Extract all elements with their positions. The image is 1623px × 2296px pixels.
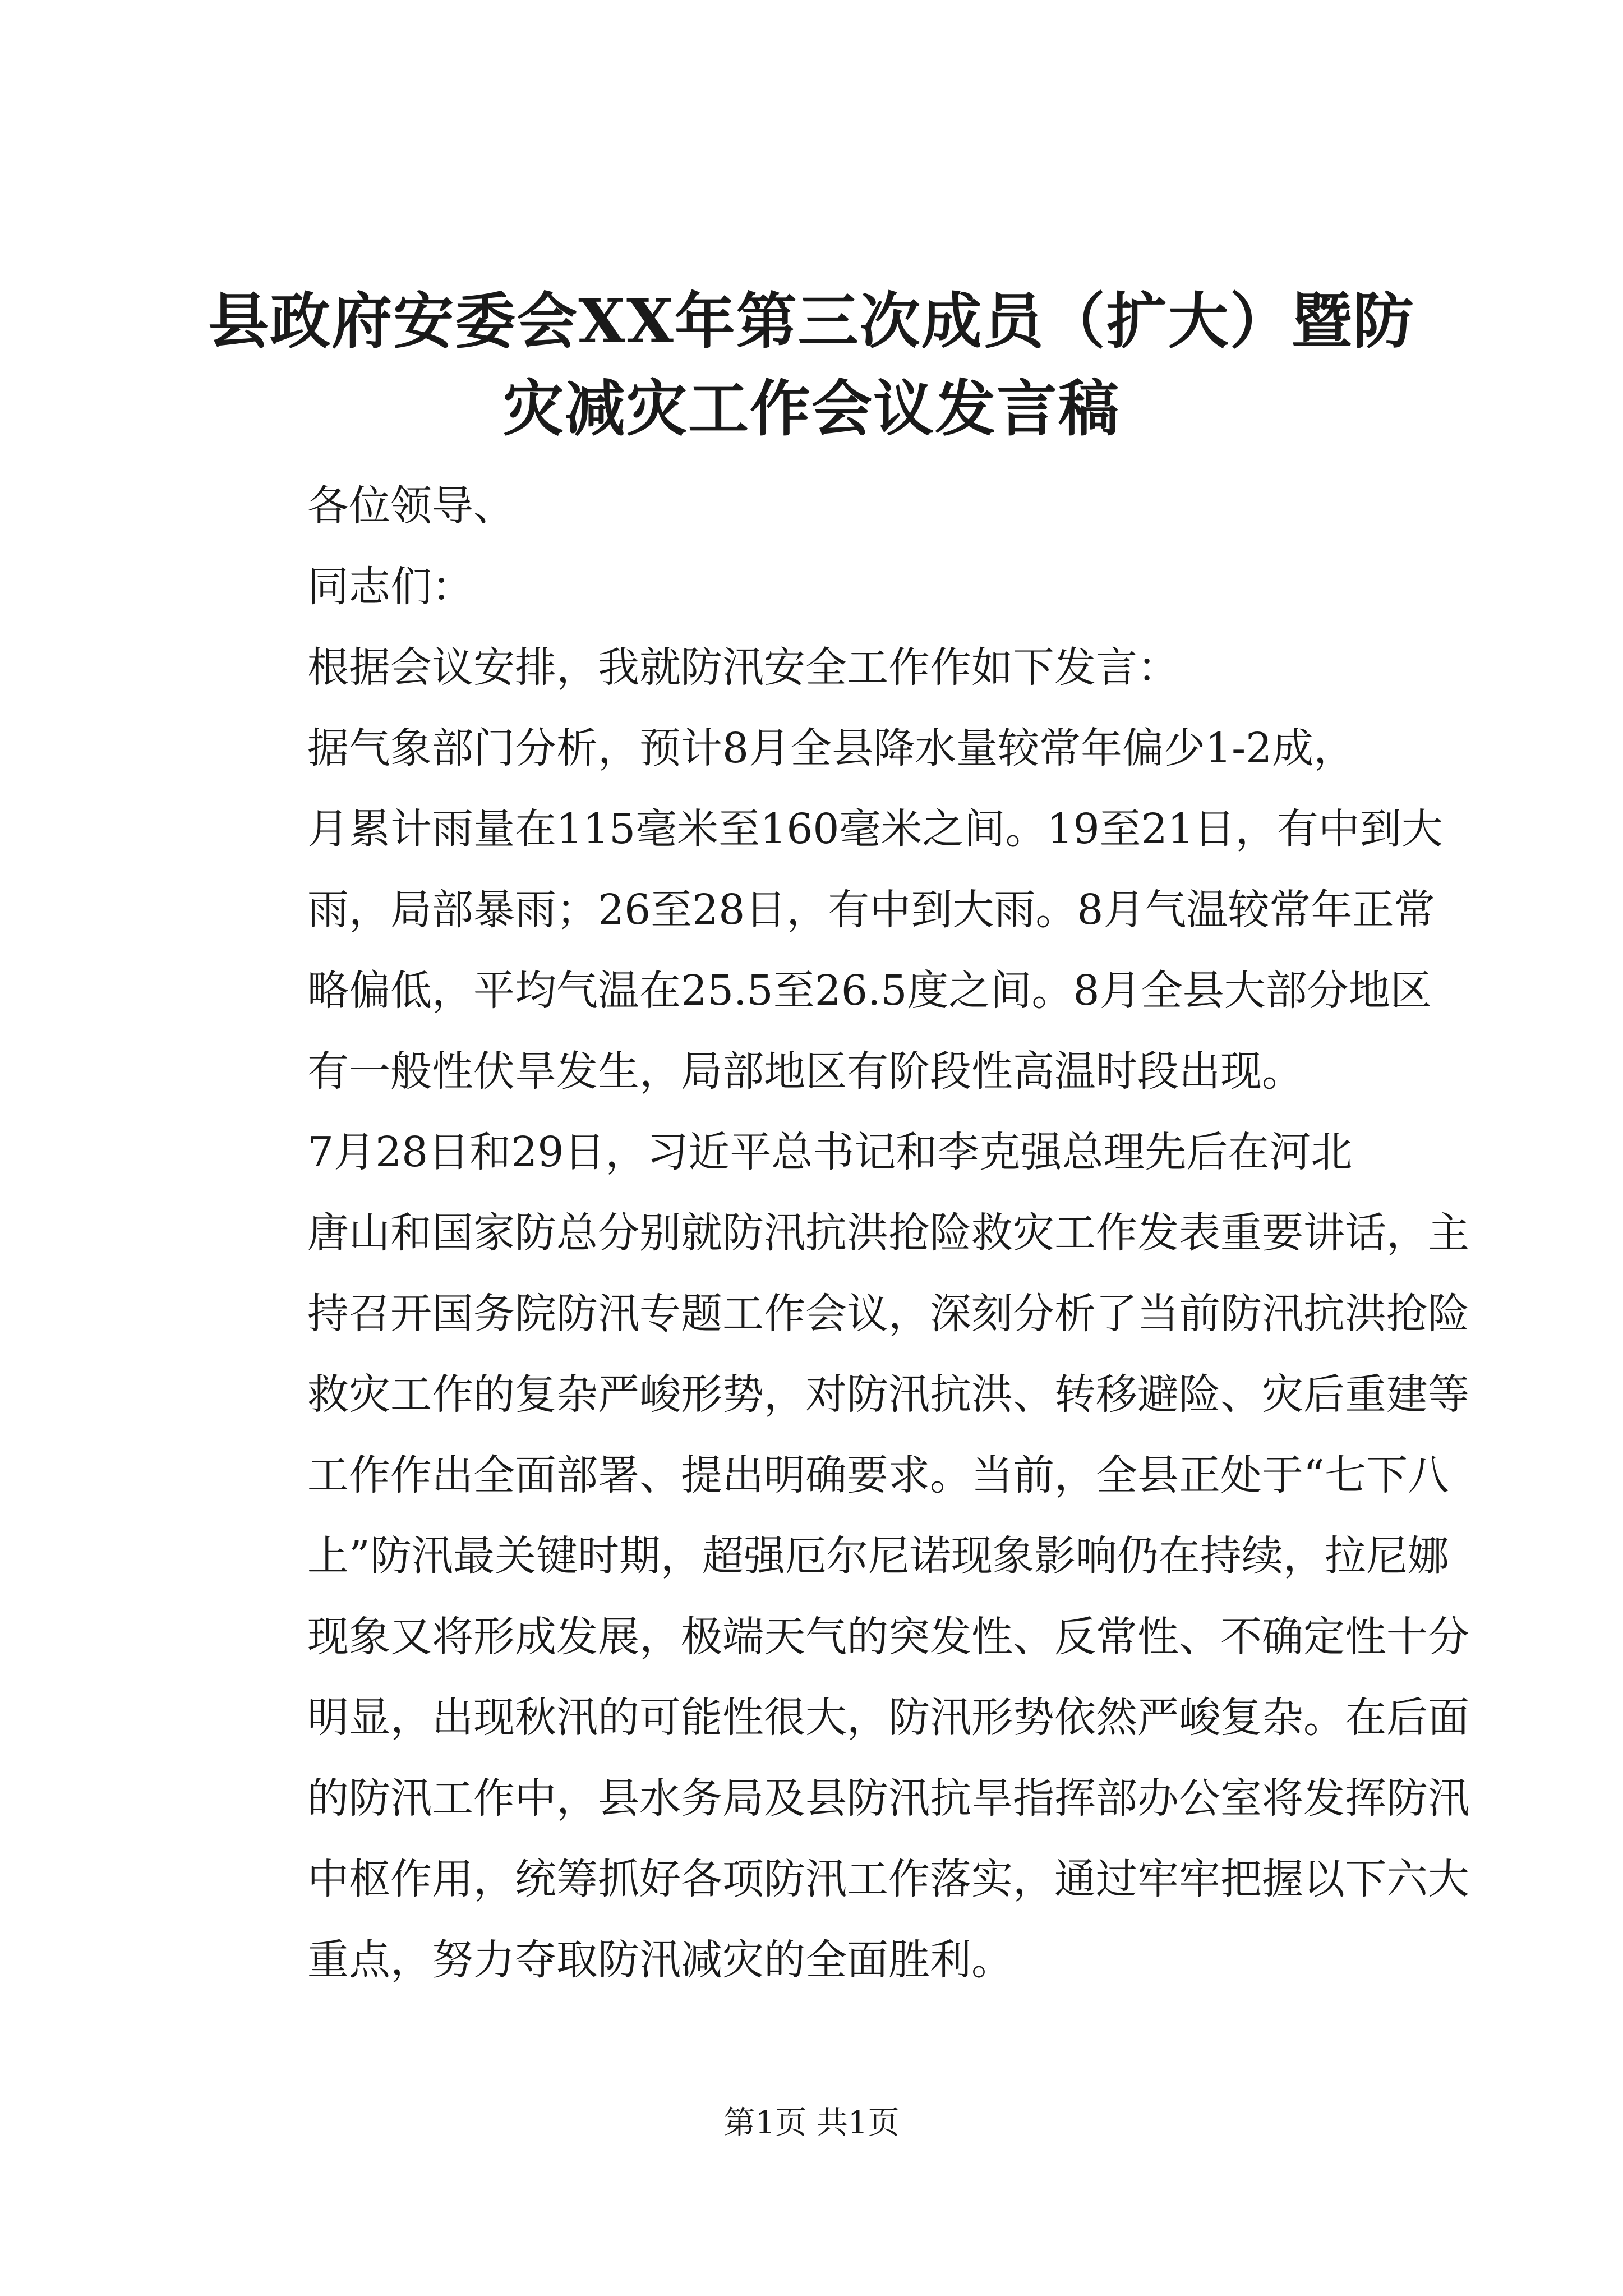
paragraph-line: 根据会议安排，我就防汛安全工作作如下发言： (307, 643, 1179, 692)
paragraph-line: 持召开国务院防汛专题工作会议，深刻分析了当前防汛抗洪抢险 (307, 1290, 1469, 1338)
paragraph-line: 7月28日和29日，习近平总书记和李克强总理先后在河北 (307, 1128, 1353, 1176)
weather-paragraph (224, 708, 1443, 1112)
paragraph-line: 工作作出全面部署、提出明确要求。当前，全县正处于“七下八 (307, 1451, 1449, 1499)
paragraph-line: 的防汛工作中，县水务局及县防汛抗旱指挥部办公室将发挥防汛 (307, 1774, 1469, 1823)
page-footer: 第1页 共1页 (723, 2105, 900, 2141)
paragraph-line: 现象又将形成发展，极端天气的突发性、反常性、不确定性十分 (307, 1613, 1469, 1661)
paragraph-line: 各位领导、 (307, 482, 515, 530)
salutation-leaders (224, 466, 1408, 546)
paragraph-line: 重点，努力夺取防汛减灾的全面胜利。 (307, 1936, 1013, 1984)
document-body (224, 466, 1469, 2000)
title-line: 县政府安委会XX年第三次成员（扩大）暨防 (208, 286, 1415, 357)
paragraph-line: 略偏低，平均气温在25.5至26.5度之间。8月全县大部分地区 (307, 967, 1432, 1015)
paragraph-line: 中枢作用，统筹抓好各项防汛工作落实，通过牢牢把握以下六大 (307, 1855, 1469, 1903)
intro-paragraph (224, 627, 1408, 708)
paragraph-line: 雨，局部暴雨；26至28日，有中到大雨。8月气温较常年正常 (307, 886, 1436, 934)
paragraph-line: 明显，出现秋汛的可能性很大，防汛形势依然严峻复杂。在后面 (307, 1694, 1469, 1742)
paragraph-line: 上”防汛最关键时期，超强厄尔尼诺现象影响仍在持续，拉尼娜 (307, 1532, 1449, 1580)
paragraph-line: 唐山和国家防总分别就防汛抗洪抢险救灾工作发表重要讲话，主 (307, 1209, 1469, 1257)
salutation-comrades (224, 546, 1408, 627)
situation-paragraph (224, 1112, 1469, 2000)
paragraph-line: 有一般性伏旱发生，局部地区有阶段性高温时段出现。 (307, 1047, 1303, 1096)
paragraph-line: 月累计雨量在115毫米至160毫米之间。19至21日，有中到大 (307, 805, 1443, 853)
paragraph-line: 据气象部门分析，预计8月全县降水量较常年偏少1-2成， (307, 724, 1355, 772)
paragraph-line: 同志们： (307, 563, 473, 611)
title-line: 灾减灾工作会议发言稿 (502, 374, 1120, 444)
document-title (202, 278, 1421, 453)
paragraph-line: 救灾工作的复杂严峻形势，对防汛抗洪、转移避险、灾后重建等 (307, 1370, 1469, 1419)
